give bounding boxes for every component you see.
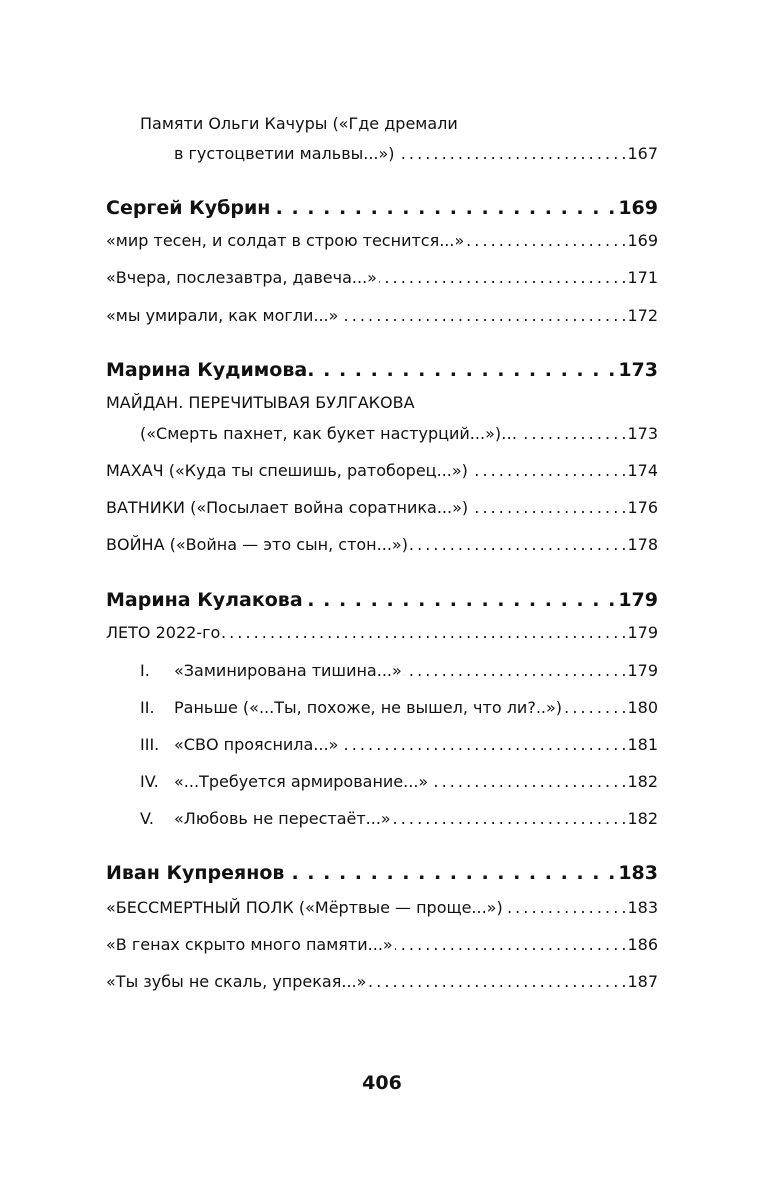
toc-entry-page: 173: [627, 424, 658, 443]
toc-entry: [106, 535, 658, 555]
toc-entry: [140, 698, 658, 718]
toc-entry-numeral: III.: [140, 735, 160, 754]
toc-entry-page: 180: [627, 698, 658, 717]
toc-entry-page: 183: [627, 898, 658, 917]
toc-entry: [106, 972, 658, 992]
toc-author: [106, 588, 658, 612]
dot-leader: [340, 735, 625, 755]
toc-entry: [140, 424, 658, 444]
dot-leader: [397, 144, 626, 164]
dot-leader: [286, 861, 616, 885]
toc-author: [106, 358, 658, 382]
toc-entry: [106, 306, 658, 326]
toc-entry-title: ВАТНИКИ («Посылает война соратника...»): [106, 498, 469, 517]
dot-leader: [470, 498, 625, 518]
dot-leader: [404, 661, 626, 681]
dot-leader: [519, 424, 625, 444]
toc-entry-page: 187: [627, 972, 658, 991]
toc-entry-title: Раньше («...Ты, похоже, не вышел, что ли?..»): [174, 698, 563, 717]
toc-author: [106, 861, 658, 885]
toc-entry-title: «СВО прояснила...»: [174, 735, 339, 754]
dot-leader: [222, 623, 625, 643]
toc-author-page: 169: [618, 197, 658, 219]
toc-entry-title: «...Требуется армирование...»: [174, 772, 429, 791]
toc-entry-page: 182: [627, 772, 658, 791]
toc-entry-page: 179: [627, 623, 658, 642]
toc-entry-page: 172: [627, 306, 658, 325]
dot-leader: [470, 461, 626, 481]
toc-entry-numeral: II.: [140, 698, 155, 717]
toc-entry-title: «Ты зубы не скаль, упрекая...»: [106, 972, 367, 991]
toc-line-text: Памяти Ольги Качуры («Где дремали: [140, 114, 458, 133]
toc-entry: [140, 735, 658, 755]
toc-entry-title: «мир тесен, и солдат в строю теснится...»: [106, 231, 465, 250]
toc-entry: [106, 461, 658, 481]
dot-leader: [340, 306, 625, 326]
dot-leader: [305, 588, 617, 612]
toc-entry: [174, 144, 658, 164]
toc-entry-page: 167: [627, 144, 658, 163]
toc-author: [106, 196, 658, 220]
dot-leader: [410, 535, 626, 555]
toc-line: [106, 393, 415, 413]
toc-entry-page: 176: [627, 498, 658, 517]
dot-leader: [564, 698, 625, 718]
toc-entry-title: «мы умирали, как могли...»: [106, 306, 339, 325]
toc-entry-page: 171: [627, 268, 658, 287]
toc-entry-title: «Любовь не перестаёт...»: [174, 809, 391, 828]
toc-entry: [106, 231, 658, 251]
toc-entry-title: «В генах скрыто много памяти...»: [106, 935, 393, 954]
toc-entry-numeral: IV.: [140, 772, 159, 791]
toc-entry-page: 182: [627, 809, 658, 828]
toc-entry: [140, 661, 658, 681]
toc-entry-title: («Смерть пахнет, как букет настурций...»)…: [140, 424, 518, 443]
toc-author-name: Сергей Кубрин: [106, 197, 271, 219]
dot-leader: [466, 231, 625, 251]
toc-entry-title: ВОЙНА («Война — это сын, стон...»): [106, 535, 408, 554]
toc-line: [140, 114, 458, 134]
toc-entry: [106, 935, 658, 955]
toc-entry-numeral: I.: [140, 661, 150, 680]
toc-line-text: МАЙДАН. ПЕРЕЧИТЫВАЯ БУЛГАКОВА: [106, 393, 415, 412]
dot-leader: [368, 972, 625, 992]
toc-author-page: 183: [618, 862, 658, 884]
toc-author-page: 179: [618, 589, 658, 611]
dot-leader: [430, 772, 625, 792]
toc-entry: [106, 898, 658, 918]
toc-entry: [140, 772, 658, 792]
toc-entry-title: ЛЕТО 2022-го: [106, 623, 221, 642]
table-of-contents: [106, 0, 658, 1000]
toc-entry: [106, 268, 658, 288]
toc-entry: [140, 809, 658, 829]
toc-entry-title: «БЕССМЕРТНЫЙ ПОЛК («Мёртвые — проще...»): [106, 898, 503, 917]
toc-entry-page: 169: [627, 231, 658, 250]
toc-entry: [106, 498, 658, 518]
toc-entry-title: «Заминирована тишина...»: [174, 661, 402, 680]
toc-entry-page: 178: [627, 535, 658, 554]
toc-entry-numeral: V.: [140, 809, 154, 828]
toc-entry: [106, 623, 658, 643]
dot-leader: [393, 809, 626, 829]
toc-entry-page: 181: [627, 735, 658, 754]
toc-entry-title: в густоцветии мальвы...»): [174, 144, 395, 163]
dot-leader: [379, 268, 626, 288]
dot-leader: [272, 196, 616, 220]
dot-leader: [395, 935, 626, 955]
toc-entry-page: 174: [627, 461, 658, 480]
dot-leader: [505, 898, 626, 918]
toc-entry-page: 186: [627, 935, 658, 954]
page-number: 406: [362, 1072, 402, 1094]
toc-author-name: Иван Купреянов: [106, 862, 285, 884]
toc-author-name: Марина Кулакова: [106, 589, 303, 611]
toc-author-page: 173: [618, 359, 658, 381]
toc-entry-title: «Вчера, послезавтра, давеча...»: [106, 268, 377, 287]
toc-author-name: Марина Кудимова: [106, 359, 308, 381]
toc-entry-page: 179: [627, 661, 658, 680]
toc-entry-title: МАХАЧ («Куда ты спешишь, ратоборец...»): [106, 461, 468, 480]
dot-leader: [309, 358, 616, 382]
